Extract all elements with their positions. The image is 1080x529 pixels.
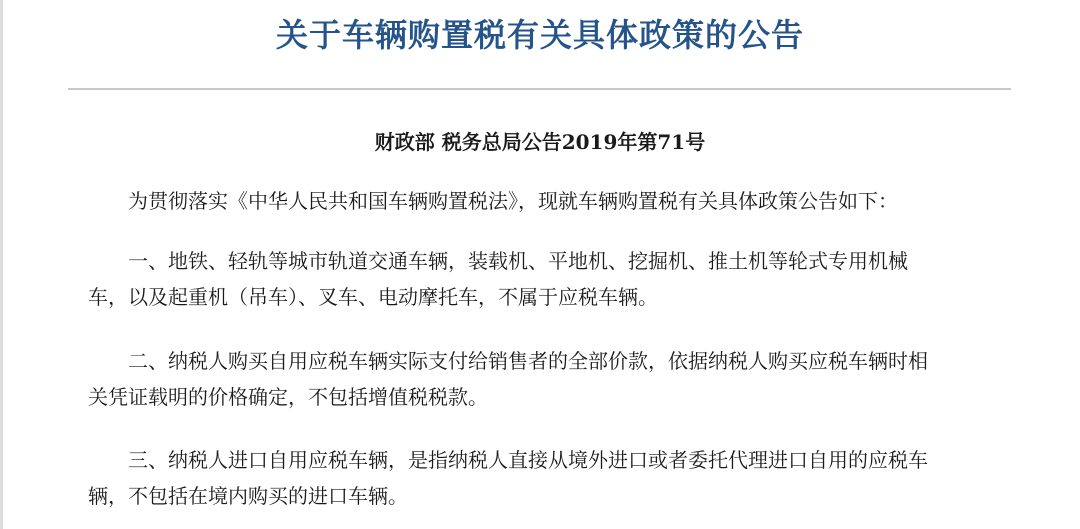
page-left-border <box>0 0 3 529</box>
announcement-title: 关于车辆购置税有关具体政策的公告 <box>275 16 804 54</box>
policy-item-3-line2: 辆，不包括在境内购买的进口车辆。 <box>88 484 408 508</box>
policy-item-2-line2: 关凭证载明的价格确定，不包括增值税税款。 <box>88 385 488 409</box>
document-number: 财政部 税务总局公告2019年第71号 <box>374 130 706 154</box>
policy-item-3 <box>88 442 998 514</box>
policy-item-1-line1: 一、地铁、轻轨等城市轨道交通车辆，装载机、平地机、挖掘机、推土机等轮式专用机械 <box>128 249 908 273</box>
policy-item-3-line1: 三、纳税人进口自用应税车辆，是指纳税人直接从境外进口或者委托代理进口自用的应税车 <box>128 448 928 472</box>
intro-text: 为贯彻落实《中华人民共和国车辆购置税法》，现就车辆购置税有关具体政策公告如下： <box>128 189 898 213</box>
intro-paragraph <box>88 183 998 219</box>
policy-item-2-line1: 二、纳税人购买自用应税车辆实际支付给销售者的全部价款，依据纳税人购买应税车辆时相 <box>128 349 928 373</box>
policy-item-2 <box>88 343 998 415</box>
policy-item-1-line2: 车，以及起重机（吊车）、叉车、电动摩托车，不属于应税车辆。 <box>88 285 658 309</box>
title-divider <box>68 88 1011 90</box>
policy-item-1 <box>88 243 998 315</box>
